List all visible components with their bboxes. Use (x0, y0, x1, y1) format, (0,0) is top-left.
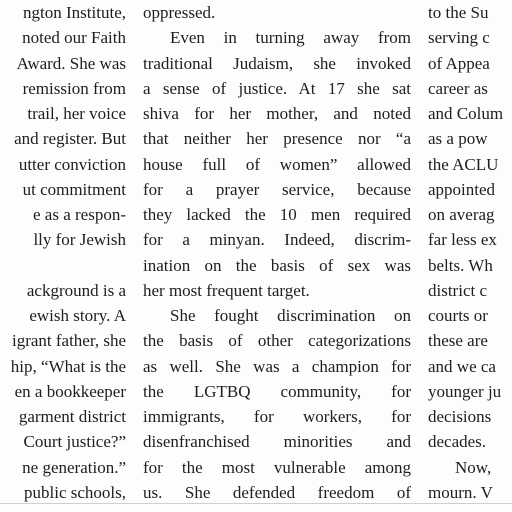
text-line: ngton Institute, (23, 3, 126, 22)
text-line: and we ca (428, 356, 496, 376)
text-line: mourn. V (428, 482, 493, 502)
paragraph-start: Even in turning away from (170, 28, 411, 48)
text-line: far less ex (428, 230, 497, 250)
text-line: ination on the basis of sex was (143, 255, 411, 275)
text-line: Court justice?” (23, 432, 126, 452)
paragraph-start: Now, (455, 457, 492, 477)
text-line: they lacked the 10 men required (143, 205, 411, 224)
text-line: decades. (428, 432, 487, 452)
text-line: en a bookkeeper (14, 381, 126, 401)
text-line: lly for Jewish (33, 230, 126, 250)
text-line: the LGTBQ community, for (143, 381, 411, 401)
text-line: to the Su (428, 3, 489, 22)
article-column-right (428, 0, 512, 505)
text-line: the basis of other categorizations (143, 331, 411, 351)
bottom-divider (0, 503, 512, 504)
text-line: us. She defended freedom of (143, 482, 411, 502)
text-line: the ACLU (428, 154, 499, 174)
text-line: disenfranchised minorities and (143, 432, 411, 452)
text-line: public schools, (24, 482, 126, 502)
text-line: ne generation.” (22, 457, 126, 477)
text-line: noted our Faith (22, 28, 126, 48)
text-line: of Appea (428, 53, 490, 73)
text-line: as well. She was a champion for (143, 356, 411, 376)
text-line: career as (428, 78, 488, 98)
text-line: trail, her voice (27, 104, 126, 123)
text-line: ut commitment (22, 179, 126, 199)
text-line: for the most vulnerable among (143, 457, 411, 477)
text-line: for a prayer service, because (143, 179, 411, 199)
text-line: her most frequent target. (143, 280, 310, 300)
text-line: decisions (428, 407, 492, 426)
text-line: utter conviction (18, 154, 126, 174)
text-line: house full of women” allowed (143, 154, 411, 174)
text-line: ackground is a (26, 280, 126, 300)
text-line: these are (428, 331, 488, 351)
text-line: igrant father, she (11, 331, 126, 351)
text-line: on averag (428, 205, 495, 224)
text-line: ewish story. A (29, 306, 126, 325)
text-line: that neither her presence nor “a (143, 129, 411, 149)
text-line: and register. But (14, 129, 126, 149)
text-line: a sense of justice. At 17 she sat (143, 78, 411, 98)
paragraph-break (0, 253, 126, 278)
text-line: serving c (428, 28, 490, 48)
article-column-left (0, 0, 126, 505)
text-line: shiva for her mother, and noted (143, 104, 411, 123)
text-line: traditional Judaism, she invoked (143, 53, 411, 73)
text-line: immigrants, for workers, for (143, 407, 411, 426)
text-line: hip, “What is the (10, 356, 126, 376)
text-line: e as a respon- (33, 205, 126, 224)
text-line: for a minyan. Indeed, discrim- (143, 230, 411, 250)
text-line: belts. Wh (428, 255, 493, 275)
text-line: younger ju (428, 381, 502, 401)
text-line: and Colum (428, 104, 504, 123)
text-line: courts or (428, 306, 488, 325)
text-line: remission from (22, 78, 126, 98)
text-line: Award. She was (16, 53, 126, 73)
text-line: garment district (18, 407, 126, 426)
text-line: oppressed. (143, 3, 216, 22)
text-line: as a pow (428, 129, 488, 149)
article-column-middle (143, 0, 411, 505)
text-line: appointed (428, 179, 496, 199)
text-line: district c (428, 280, 488, 300)
paragraph-start: She fought discrimination on (170, 306, 411, 325)
